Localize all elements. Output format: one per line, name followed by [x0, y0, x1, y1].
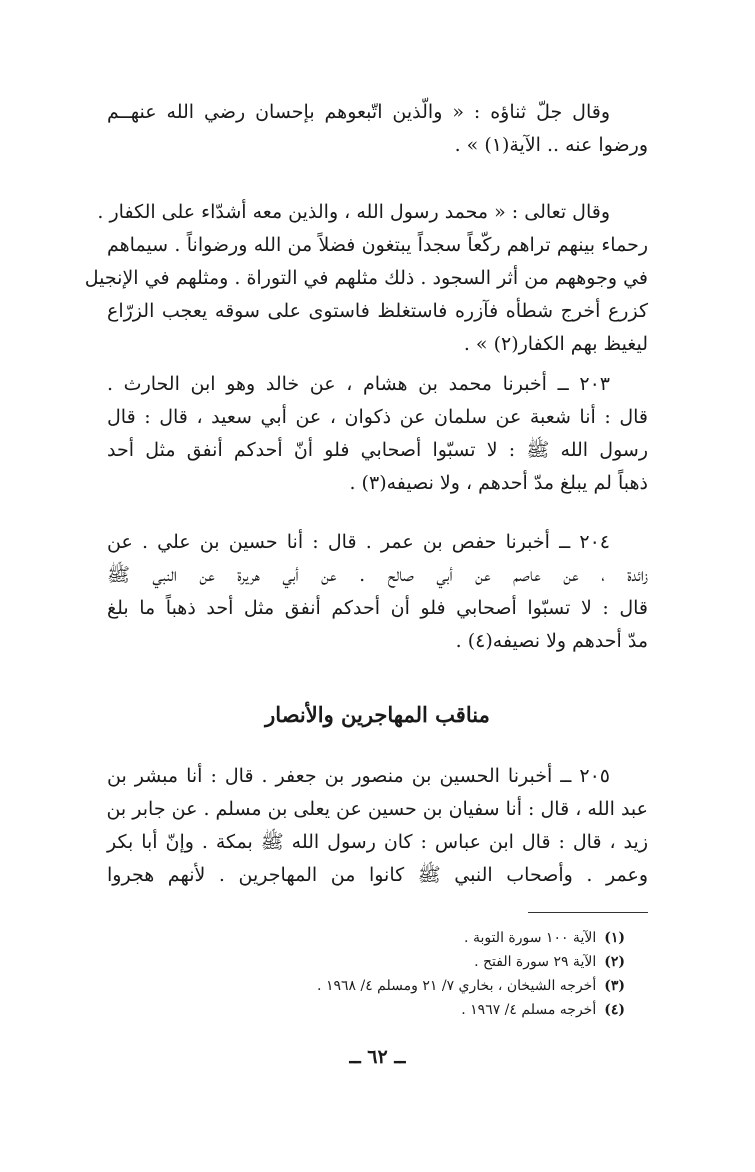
- page-number: ــ ٦٢ ــ: [349, 1046, 406, 1068]
- paragraph-hadith-204: [107, 526, 648, 658]
- footnote-text: أخرجه الشيخان ، بخاري ٧/ ٢١ ومسلم ٤/ ١٩٦٨ .: [317, 978, 597, 994]
- text-line: كزرع أخرج شطأه فآزره فاستغلظ فاستوى على سوقه يعجب الزرّاع: [107, 300, 648, 322]
- footnote-text: الآية ٢٩ سورة الفتح .: [474, 954, 597, 970]
- text-line: ليغيظ بهم الكفار(٢) » .: [463, 333, 648, 355]
- section-heading: مناقب المهاجرين والأنصار: [265, 702, 490, 727]
- text-line: رسول الله ﷺ : لا تسبّوا أصحابي فلو أنّ أحدكم أنفق مثل أحد: [107, 439, 648, 461]
- footnote-number: (٤): [604, 1002, 625, 1018]
- footnote-item: [317, 926, 625, 950]
- footnote-item: [317, 998, 625, 1022]
- text-line: ورضوا عنه .. الآية(١) » .: [454, 134, 648, 156]
- text-line: زيد ، قال : قال ابن عباس : كان رسول الله ﷺ بمكة . وإنّ أبا بكر: [107, 831, 648, 853]
- footnote-text: أخرجه مسلم ٤/ ١٩٦٧ .: [461, 1002, 597, 1018]
- paragraph-hadith-203: [107, 368, 648, 500]
- text-line: وقال جلّ ثناؤه : « والّذين اتّبعوهم بإحسان رضي الله عنهــم: [107, 101, 610, 123]
- footnote-item: [317, 974, 625, 998]
- text-line: قال : لا تسبّوا أصحابي فلو أن أحدكم أنفق مثل أحد ذهباً ما بلغ: [107, 597, 648, 619]
- footnote-text: الآية ١٠٠ سورة التوبة .: [464, 930, 597, 946]
- text-line: زائدة ، عن عاصم عن أبي صالح . عن أبي هريرة عن النبي ﷺ: [107, 564, 648, 586]
- footnotes: [317, 926, 625, 1022]
- footnote-divider: [528, 912, 648, 913]
- text-line: قال : أنا شعبة عن سلمان عن ذكوان ، عن أبي سعيد ، قال : قال: [107, 406, 648, 428]
- footnote-number: (١): [604, 930, 625, 946]
- paragraph-quran-quote-2: [84, 196, 648, 361]
- text-line: في وجوههم من أثر السجود . ذلك مثلهم في التوراة . ومثلهم في الإنجيل: [84, 267, 648, 289]
- footnote-item: [317, 950, 625, 974]
- footnote-number: (٢): [604, 954, 625, 970]
- text-line: مدّ أحدهم ولا نصيفه(٤) .: [455, 630, 648, 652]
- text-line: رحماء بينهم تراهم ركّعاً سجداً يبتغون فضلاً من الله ورضواناً . سيماهم: [107, 234, 648, 256]
- text-line: وعمر . وأصحاب النبي ﷺ كانوا من المهاجرين . لأنهم هجروا: [107, 864, 648, 886]
- text-line: وقال تعالى : « محمد رسول الله ، والذين معه أشدّاء على الكفار .: [97, 201, 610, 223]
- text-line: ذهباً لم يبلغ مدّ أحدهم ، ولا نصيفه(٣) .: [349, 472, 648, 494]
- paragraph-quran-quote-1: [107, 96, 648, 162]
- text-line: ٢٠٤ ــ أخبرنا حفص بن عمر . قال : أنا حسين بن علي . عن: [107, 531, 610, 553]
- text-line: ٢٠٥ ــ أخبرنا الحسين بن منصور بن جعفر . قال : أنا مبشر بن: [107, 765, 610, 787]
- text-line: عبد الله ، قال : أنا سفيان بن حسين عن يعلى بن مسلم . عن جابر بن: [106, 798, 648, 820]
- paragraph-hadith-205: [107, 760, 648, 892]
- text-line: ٢٠٣ ــ أخبرنا محمد بن هشام ، عن خالد وهو ابن الحارث .: [107, 373, 610, 395]
- footnote-number: (٣): [604, 978, 625, 994]
